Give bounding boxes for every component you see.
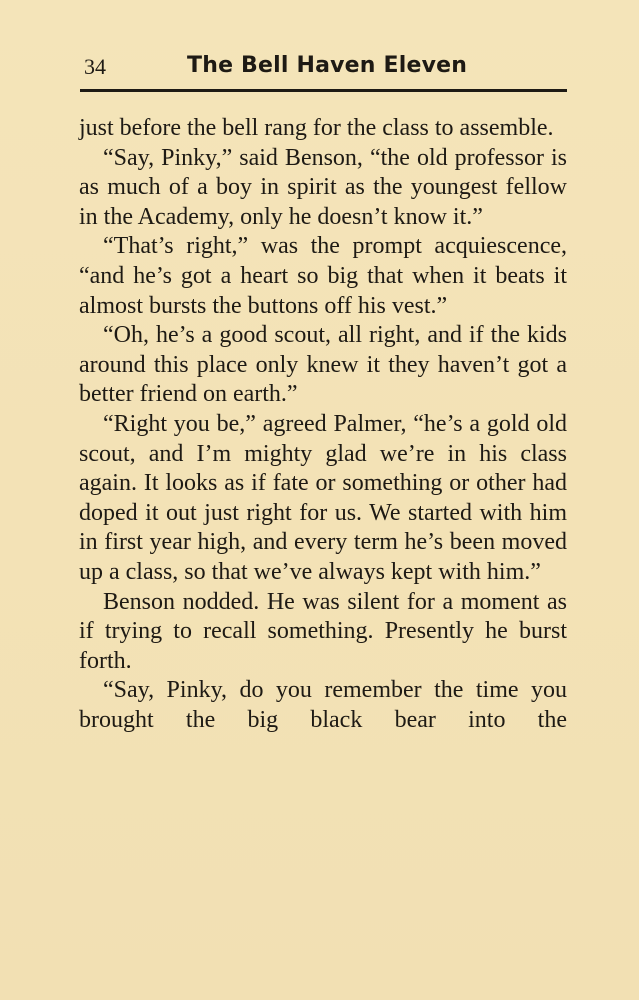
page-header — [80, 50, 567, 84]
paragraph: “Say, Pinky,” said Benson, “the old professor is as much of a boy in spirit as the youngest fellow in the Academy, only he doesn’t know it.” — [79, 144, 567, 230]
paragraph: “That’s right,” was the prompt acquiescence, “and he’s got a heart so big that when it beats it almost bursts the buttons off his vest.” — [79, 233, 567, 319]
paragraph: “Oh, he’s a good scout, all right, and if the kids around this place only knew it they haven’t got a better friend on earth.” — [79, 322, 567, 408]
running-title: The Bell Haven Eleven — [187, 53, 468, 78]
body-text — [79, 114, 567, 735]
page-number: 34 — [84, 54, 106, 79]
paragraph: Benson nodded. He was silent for a moment as if trying to recall something. Presently he burst forth. — [79, 588, 567, 674]
header-rule — [80, 89, 567, 92]
paragraph: “Right you be,” agreed Palmer, “he’s a gold old scout, and I’m mighty glad we’re in his class again. It looks as if fate or something or other had doped it out just right for us. We started with him in first year high, and every term he’s been moved up a class, so that we’ve always kept with him.” — [79, 410, 567, 585]
paragraph: just before the bell rang for the class to assemble. — [79, 115, 554, 141]
paragraph: “Say, Pinky, do you remember the time you brought the big black bear into the — [79, 677, 567, 733]
